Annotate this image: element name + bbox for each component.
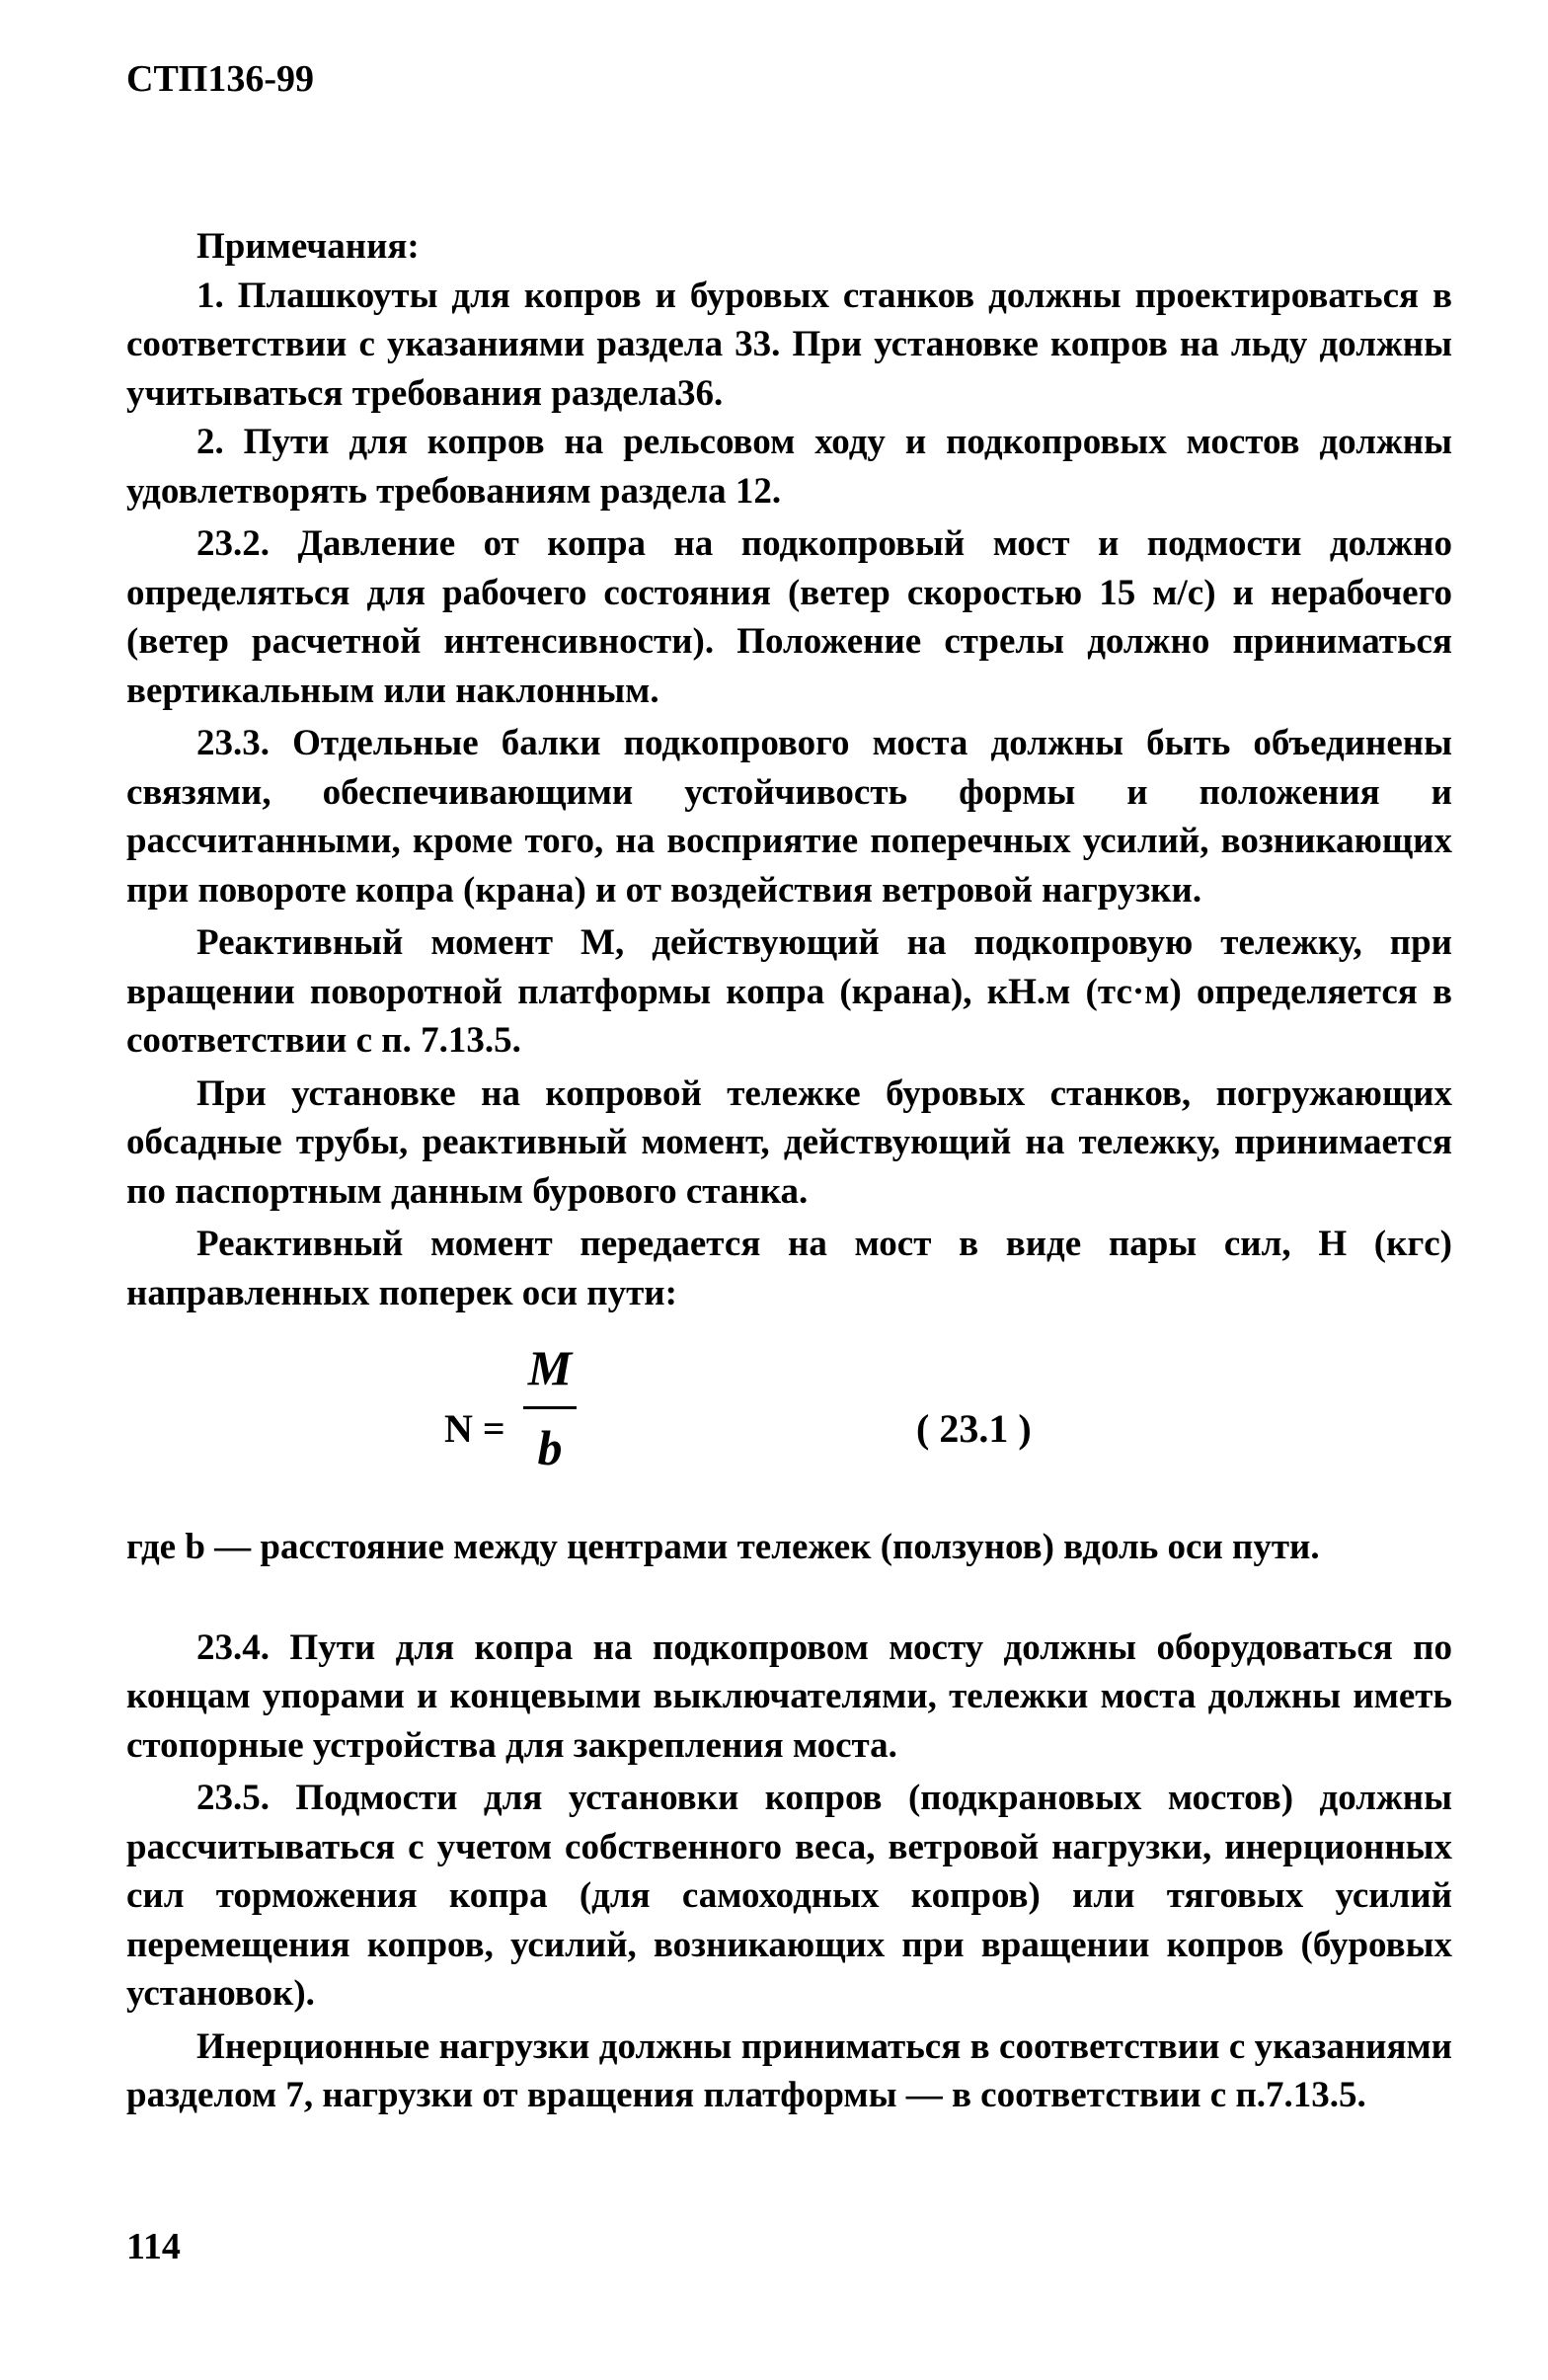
note-item-1: 1. Плашкоуты для копров и буровых станков должны проектироваться в соответствии с указаниями раздела 33. При установке копров на льду должны учитываться требования раздела36.: [126, 275, 1452, 414]
formula-fraction: [519, 1335, 580, 1480]
notes-title: Примечания:: [196, 226, 420, 267]
formula-number: ( 23.1 ): [916, 1406, 1032, 1451]
section-23-3-force-pair: Реактивный момент передается на мост в виде пары сил, Н (кгс) направленных поперек оси пути:: [126, 1224, 1452, 1313]
fraction-bar: [523, 1406, 577, 1409]
document-code-header: СТП136-99: [126, 58, 314, 100]
section-23-5: 23.5. Подмости для установки копров (подкрановых мостов) должны рассчитываться с учетом собственного веса, ветровой нагрузки, инерционных сил торможения копра (для самоходных копров) или тяговых усилий перемещения копров, усилий, возникающих при вращении копров (буровых установок).: [126, 1778, 1452, 2014]
section-23-2: 23.2. Давление от копра на подкопровый мост и подмости должно определяться для рабочего состояния (ветер скоростью 15 м/с) и нерабочего (ветер расчетной интенсивности). Положение стрелы должно приниматься вертикальным или наклонным.: [126, 523, 1452, 711]
document-body: [126, 222, 1452, 2120]
page-number: 114: [126, 2226, 181, 2267]
note-item-2: 2. Пути для копров на рельсовом ходу и подкопровых мостов должны удовлетворять требованиям раздела 12.: [126, 422, 1452, 512]
section-23-3-drilling-rigs: При установке на копровой тележке буровых станков, погружающих обсадные трубы, реактивный момент, действующий на тележку, принимается по паспортным данным бурового станка.: [126, 1072, 1452, 1212]
section-23-3: 23.3. Отдельные балки подкопрового моста должны быть объединены связями, обеспечивающими устойчивость формы и положения и рассчитанными, кроме того, на восприятие поперечных усилий, возникающих при повороте копра (крана) и от воздействия ветровой нагрузки.: [126, 723, 1452, 911]
section-23-5-inertial-loads: Инерционные нагрузки должны приниматься в соответствии с указаниями разделом 7, нагрузки от вращения платформы — в соответствии с п.7.13.5.: [126, 2025, 1452, 2115]
formula-numerator: M: [527, 1340, 573, 1395]
formula-where-clause: где b — расстояние между центрами тележек (ползунов) вдоль оси пути.: [126, 1527, 1320, 1567]
formula-23-1: [126, 1335, 1452, 1523]
formula-denominator: b: [537, 1420, 563, 1475]
section-23-3-reactive-moment: Реактивный момент М, действующий на подкопровую тележку, при вращении поворотной платформы копра (крана), кН.м (тс·м) определяется в соответствии с п. 7.13.5.: [126, 922, 1452, 1061]
formula-lhs: N =: [444, 1406, 505, 1451]
section-23-4: 23.4. Пути для копра на подкопровом мосту должны оборудоваться по концам упорами и концевыми выключателями, тележки моста должны иметь стопорные устройства для закрепления моста.: [126, 1626, 1452, 1766]
